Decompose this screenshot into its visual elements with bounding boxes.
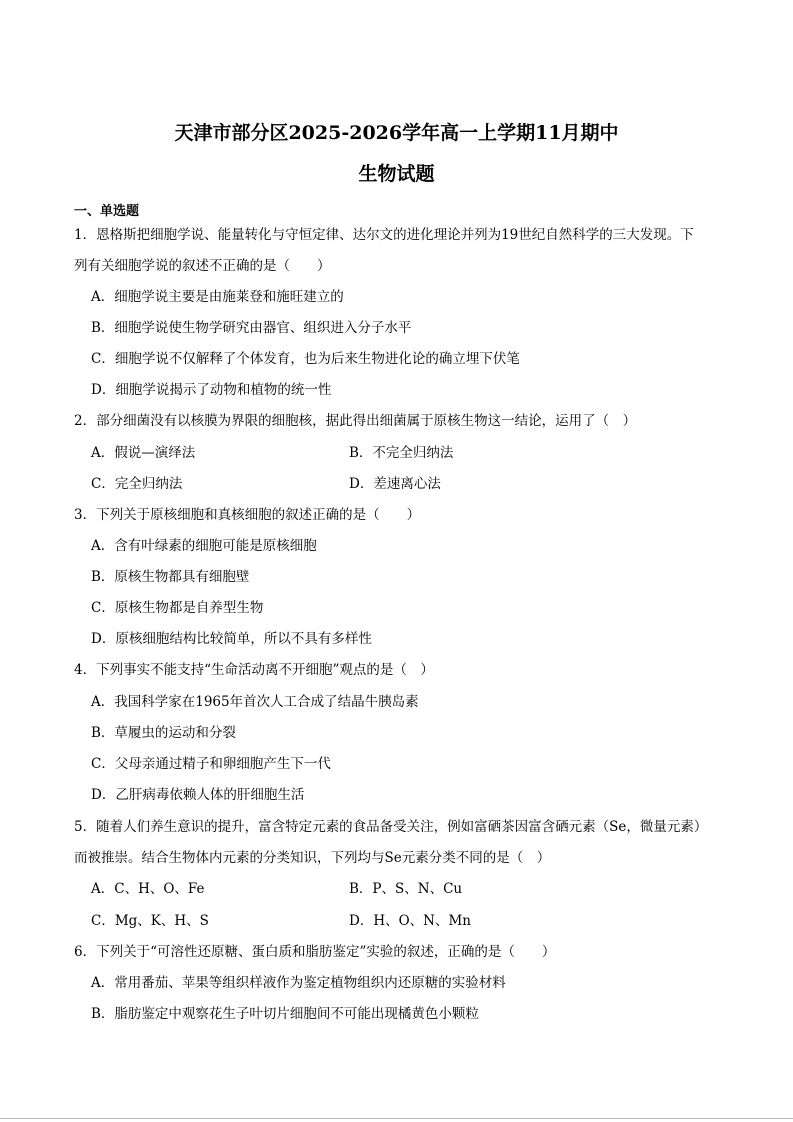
- question-5-option-d: D．H、O、N、Mn: [349, 913, 471, 929]
- section-heading: 一、单选题: [74, 204, 140, 219]
- question-3-option-b: B．原核生物都具有细胞壁: [91, 569, 250, 585]
- question-5-stem: 5．随着人们养生意识的提升，富含特定元素的食品备受关注，例如富硒茶因富含硒元素（Se，微量元素）: [74, 819, 708, 835]
- page-bottom-rule: [0, 1118, 793, 1119]
- question-2-stem: 2．部分细菌没有以核膜为界限的细胞核，据此得出细菌属于原核生物这一结论，运用了（ ）: [74, 413, 637, 429]
- page-title: 天津市部分区2025-2026学年高一上学期11月期中: [174, 122, 619, 144]
- question-1-option-d: D．细胞学说揭示了动物和植物的统一性: [91, 382, 332, 398]
- question-6-option-a: A．常用番茄、苹果等组织样液作为鉴定植物组织内还原糖的实验材料: [91, 975, 506, 991]
- question-4-option-b: B．草履虫的运动和分裂: [91, 725, 236, 741]
- question-1-option-a: A．细胞学说主要是由施莱登和施旺建立的: [91, 289, 344, 305]
- question-2-option-b: B．不完全归纳法: [349, 445, 454, 461]
- question-5-option-a: A．C、H、O、Fe: [91, 881, 205, 897]
- question-2-option-c: C．完全归纳法: [91, 476, 183, 492]
- question-4-option-a: A．我国科学家在1965年首次人工合成了结晶牛胰岛素: [91, 694, 419, 710]
- question-1-stem-cont: 列有关细胞学说的叙述不正确的是（ ）: [74, 258, 331, 274]
- question-5-option-c: C．Mg、K、H、S: [91, 913, 209, 929]
- question-1-option-c: C．细胞学说不仅解释了个体发育，也为后来生物进化论的确立埋下伏笔: [91, 351, 520, 367]
- question-5-stem-cont: 而被推崇。结合生物体内元素的分类知识，下列均与Se元素分类不同的是（ ）: [74, 850, 551, 866]
- question-4-option-c: C．父母亲通过精子和卵细胞产生下一代: [91, 756, 331, 772]
- question-3-stem: 3．下列关于原核细胞和真核细胞的叙述正确的是（ ）: [74, 507, 421, 523]
- page-subtitle: 生物试题: [358, 163, 435, 185]
- question-6-option-b: B．脂肪鉴定中观察花生子叶切片细胞间不可能出现橘黄色小颗粒: [91, 1006, 479, 1022]
- question-3-option-c: C．原核生物都是自养型生物: [91, 600, 264, 616]
- question-2-option-d: D．差速离心法: [349, 476, 441, 492]
- question-5-option-b: B．P、S、N、Cu: [349, 881, 463, 897]
- question-1-stem: 1．恩格斯把细胞学说、能量转化与守恒定律、达尔文的进化理论并列为19世纪自然科学的三大发现。下: [74, 227, 694, 243]
- question-4-stem: 4．下列事实不能支持“生命活动离不开细胞”观点的是（ ）: [74, 662, 434, 678]
- question-2-option-a: A．假说—演绎法: [91, 445, 196, 461]
- question-1-option-b: B．细胞学说使生物学研究由器官、组织进入分子水平: [91, 320, 412, 336]
- question-6-stem: 6．下列关于“可溶性还原糖、蛋白质和脂肪鉴定”实验的叙述，正确的是（ ）: [74, 944, 556, 960]
- question-3-option-d: D．原核细胞结构比较简单，所以不具有多样性: [91, 631, 372, 647]
- question-4-option-d: D．乙肝病毒依赖人体的肝细胞生活: [91, 787, 305, 803]
- question-3-option-a: A．含有叶绿素的细胞可能是原核细胞: [91, 538, 317, 554]
